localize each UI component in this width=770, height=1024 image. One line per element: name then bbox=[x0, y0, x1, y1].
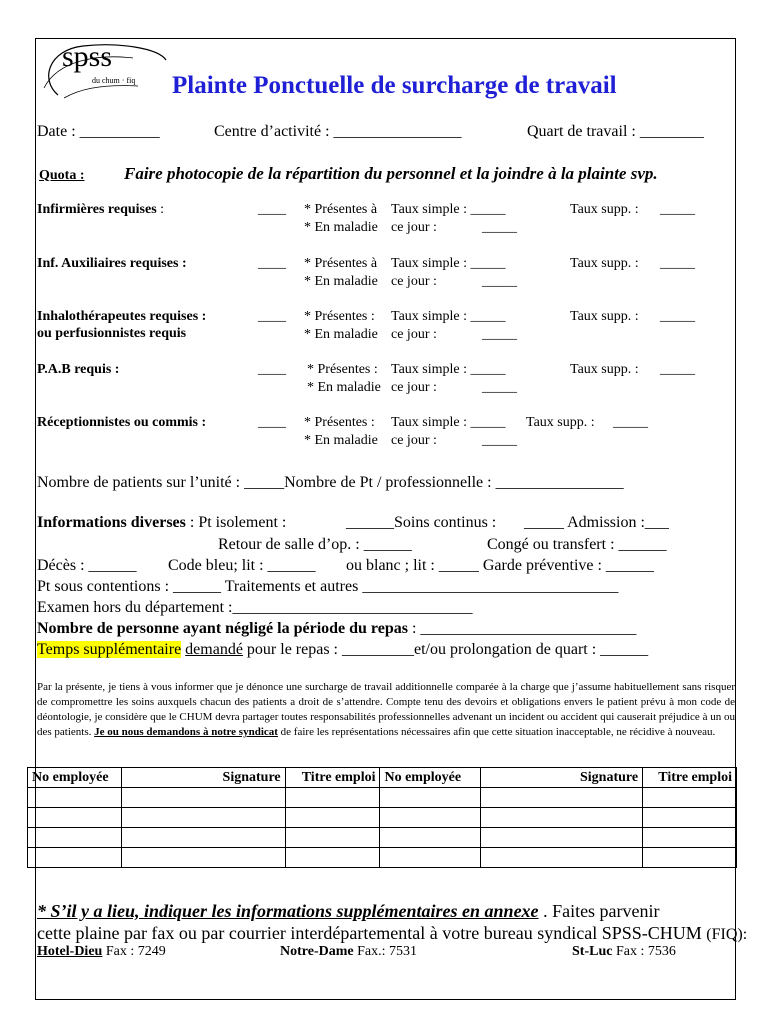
code-bleu-field[interactable]: Code bleu; lit : ______ bbox=[168, 557, 316, 574]
staff-ce-jour: ce jour : bbox=[391, 380, 437, 395]
table-cell[interactable] bbox=[380, 848, 481, 868]
table-cell[interactable] bbox=[643, 828, 737, 848]
declaration-paragraph bbox=[37, 680, 735, 740]
table-cell[interactable] bbox=[28, 828, 122, 848]
staff-ce-jour-blank[interactable]: _____ bbox=[482, 380, 517, 395]
quota-label: Quota : bbox=[39, 168, 85, 183]
staff-maladie: * En maladie bbox=[304, 433, 378, 448]
table-cell[interactable] bbox=[121, 788, 285, 808]
signature-table bbox=[27, 767, 737, 868]
staff-label-text: Inf. Auxiliaires requises : bbox=[37, 256, 187, 271]
admission-field[interactable]: _____ Admission :___ bbox=[524, 514, 669, 531]
staff-taux-simple[interactable]: Taux simple : _____ bbox=[391, 256, 506, 271]
staff-ce-jour: ce jour : bbox=[391, 433, 437, 448]
patients-line[interactable]: Nombre de patients sur l’unité : _____Nombre de Pt / professionnelle : ________________ bbox=[37, 474, 624, 491]
notre-dame-label: Notre-Dame bbox=[280, 944, 354, 959]
staff-label bbox=[37, 415, 206, 431]
table-header-row bbox=[28, 768, 737, 788]
table-cell[interactable] bbox=[121, 848, 285, 868]
examen-field[interactable]: Examen hors du département :______________________________ bbox=[37, 599, 473, 616]
table-row bbox=[28, 788, 737, 808]
table-cell[interactable] bbox=[28, 848, 122, 868]
col-titre-1: Titre emploi bbox=[285, 768, 380, 788]
staff-label-text: Inhalothérapeutes requises : bbox=[37, 309, 207, 324]
retour-salle-field[interactable]: Retour de salle d’op. : ______ bbox=[218, 536, 412, 553]
staff-taux-supp: Taux supp. : bbox=[570, 309, 639, 324]
table-cell[interactable] bbox=[285, 788, 380, 808]
staff-maladie: * En maladie bbox=[304, 327, 378, 342]
code-blanc-field[interactable]: ou blanc ; lit : _____ Garde préventive : ______ bbox=[346, 557, 654, 574]
staff-taux-supp-blank[interactable]: _____ bbox=[660, 202, 695, 217]
staff-presentes: * Présentes : bbox=[307, 362, 378, 377]
staff-taux-supp-blank[interactable]: _____ bbox=[613, 415, 648, 430]
col-no-employee-2: No employée bbox=[380, 768, 481, 788]
col-no-employee-1: No employée bbox=[28, 768, 122, 788]
staff-taux-simple[interactable]: Taux simple : _____ bbox=[391, 309, 506, 324]
table-cell[interactable] bbox=[121, 808, 285, 828]
staff-requises-blank[interactable]: ____ bbox=[258, 202, 286, 217]
table-cell[interactable] bbox=[121, 828, 285, 848]
centre-activite-field[interactable]: Centre d’activité : ________________ bbox=[214, 123, 462, 140]
staff-taux-simple[interactable]: Taux simple : _____ bbox=[391, 415, 506, 430]
staff-taux-supp: Taux supp. : bbox=[570, 202, 639, 217]
fax-notre-dame bbox=[280, 944, 417, 960]
conge-transfert-field[interactable]: Congé ou transfert : ______ bbox=[487, 536, 667, 553]
table-row bbox=[28, 828, 737, 848]
staff-ce-jour: ce jour : bbox=[391, 274, 437, 289]
staff-requises-blank[interactable]: ____ bbox=[258, 415, 286, 430]
table-cell[interactable] bbox=[380, 828, 481, 848]
footer-line-2 bbox=[37, 923, 747, 944]
footer-line-1 bbox=[37, 901, 660, 922]
table-cell[interactable] bbox=[643, 848, 737, 868]
demande-label: demandé bbox=[185, 641, 243, 658]
table-cell[interactable] bbox=[481, 828, 643, 848]
staff-taux-supp: Taux supp. : bbox=[570, 256, 639, 271]
repas-neglige-label: Nombre de personne ayant négligé la période du repas bbox=[37, 620, 408, 637]
staff-label-text: P.A.B requis : bbox=[37, 362, 120, 377]
info-label: Informations diverses bbox=[37, 514, 186, 531]
staff-ce-jour: ce jour : bbox=[391, 220, 437, 235]
table-cell[interactable] bbox=[28, 788, 122, 808]
staff-taux-simple[interactable]: Taux simple : _____ bbox=[391, 362, 506, 377]
temps-supp-line[interactable] bbox=[37, 641, 648, 659]
deces-field[interactable]: Décès : ______ bbox=[37, 557, 137, 574]
contentions-field[interactable]: Pt sous contentions : ______ Traitements et autres ________________________________ bbox=[37, 578, 619, 595]
staff-label-text: Infirmières requises bbox=[37, 202, 157, 217]
table-cell[interactable] bbox=[285, 828, 380, 848]
table-cell[interactable] bbox=[285, 808, 380, 828]
staff-maladie: * En maladie bbox=[304, 274, 378, 289]
table-cell[interactable] bbox=[481, 848, 643, 868]
table-cell[interactable] bbox=[643, 788, 737, 808]
repas-neglige-line[interactable] bbox=[37, 620, 636, 638]
quota-instruction: Faire photocopie de la répartition du personnel et la joindre à la plainte svp. bbox=[124, 164, 658, 183]
page-title: Plainte Ponctuelle de surcharge de travail bbox=[172, 72, 617, 99]
staff-requises-blank[interactable]: ____ bbox=[258, 309, 286, 324]
logo-text: spss bbox=[62, 40, 113, 73]
declaration-text: Par la présente, je tiens à vous informer que je dénonce une surcharge de travail additionnelle comparée à la charge que j’assume habituellement sans risquer de compromettre les soins auxquels chacun des patients a droit de s’attendre. Compte tenu des devoirs et obligations envers le patient prévu à mon code de déontologie, je considère que le CHUM devra partager toutes responsabilités professionnelles advenant un incident ou accident qui causerait préjudice à un ou des patients. bbox=[37, 681, 735, 738]
staff-ce-jour-blank[interactable]: _____ bbox=[482, 220, 517, 235]
quart-travail-field[interactable]: Quart de travail : ________ bbox=[527, 123, 704, 140]
staff-presentes: * Présentes : bbox=[304, 415, 375, 430]
staff-ce-jour-blank[interactable]: _____ bbox=[482, 327, 517, 342]
faites-parvenir: . Faites parvenir bbox=[538, 901, 660, 921]
table-cell[interactable] bbox=[28, 808, 122, 828]
table-row bbox=[28, 808, 737, 828]
soins-continus-field[interactable]: ______Soins continus : bbox=[346, 514, 497, 531]
repas-neglige-blank[interactable]: : ___________________________ bbox=[407, 620, 637, 637]
st-luc-label: St-Luc bbox=[572, 944, 613, 959]
hotel-dieu-label: Hotel-Dieu bbox=[37, 944, 103, 959]
info-line-1 bbox=[37, 514, 286, 532]
staff-maladie: * En maladie bbox=[304, 220, 378, 235]
table-cell[interactable] bbox=[380, 788, 481, 808]
hotel-dieu-fax: Fax : 7249 bbox=[102, 944, 166, 959]
staff-label bbox=[37, 309, 206, 325]
annexe-note: * S’il y a lieu, indiquer les informations supplémentaires en annexe bbox=[37, 901, 539, 921]
staff-label-suffix: : bbox=[156, 202, 165, 217]
st-luc-fax: Fax : 7536 bbox=[612, 944, 676, 959]
staff-taux-supp-blank[interactable]: _____ bbox=[660, 256, 695, 271]
footer-instructions: cette plaine par fax ou par courrier interdépartemental à votre bureau syndical SPSS-CHUM bbox=[37, 923, 702, 943]
table-cell[interactable] bbox=[285, 848, 380, 868]
notre-dame-fax: Fax.: 7531 bbox=[353, 944, 417, 959]
table-cell[interactable] bbox=[380, 808, 481, 828]
date-field[interactable]: Date : __________ bbox=[37, 123, 160, 140]
table-row bbox=[28, 848, 737, 868]
temps-supp-highlight: Temps supplémentaire bbox=[37, 641, 182, 658]
staff-ce-jour: ce jour : bbox=[391, 327, 437, 342]
staff-requises-blank[interactable]: ____ bbox=[258, 256, 286, 271]
staff-taux-supp: Taux supp. : bbox=[526, 415, 595, 430]
staff-taux-supp-blank[interactable]: _____ bbox=[660, 362, 695, 377]
staff-presentes: * Présentes : bbox=[304, 309, 375, 324]
table-cell[interactable] bbox=[481, 808, 643, 828]
staff-requises-blank[interactable]: ____ bbox=[258, 362, 286, 377]
staff-taux-simple[interactable]: Taux simple : _____ bbox=[391, 202, 506, 217]
table-cell[interactable] bbox=[643, 808, 737, 828]
staff-ce-jour-blank[interactable]: _____ bbox=[482, 274, 517, 289]
col-signature-1: Signature bbox=[121, 768, 285, 788]
declaration-demand: Je ou nous demandons à notre syndicat bbox=[94, 726, 278, 738]
col-titre-2: Titre emploi bbox=[643, 768, 737, 788]
staff-label bbox=[37, 256, 187, 272]
temps-supp-rest[interactable]: pour le repas : _________et/ou prolongation de quart : ______ bbox=[242, 641, 649, 658]
staff-label bbox=[37, 362, 119, 378]
fiq-label: (FIQ): bbox=[706, 926, 748, 943]
staff-label bbox=[37, 202, 164, 218]
staff-presentes: * Présentes à bbox=[304, 256, 378, 271]
staff-taux-supp-blank[interactable]: _____ bbox=[660, 309, 695, 324]
fax-st-luc bbox=[572, 944, 676, 960]
staff-presentes: * Présentes à bbox=[304, 202, 378, 217]
logo-subtext: du chum · fiq bbox=[92, 76, 136, 85]
table-cell[interactable] bbox=[481, 788, 643, 808]
staff-label-text: Réceptionnistes ou commis : bbox=[37, 415, 207, 430]
staff-taux-supp: Taux supp. : bbox=[570, 362, 639, 377]
staff-ce-jour-blank[interactable]: _____ bbox=[482, 433, 517, 448]
declaration-last-line: de faire les représentations nécessaires afin que cette situation inacceptable, ne récidive à nouveau. bbox=[280, 726, 716, 738]
staff-maladie: * En maladie bbox=[307, 380, 381, 395]
staff-label-line2: ou perfusionnistes requis bbox=[37, 326, 187, 341]
col-signature-2: Signature bbox=[481, 768, 643, 788]
pt-isolement-field[interactable]: : Pt isolement : bbox=[185, 514, 287, 531]
fax-hotel-dieu bbox=[37, 944, 166, 960]
